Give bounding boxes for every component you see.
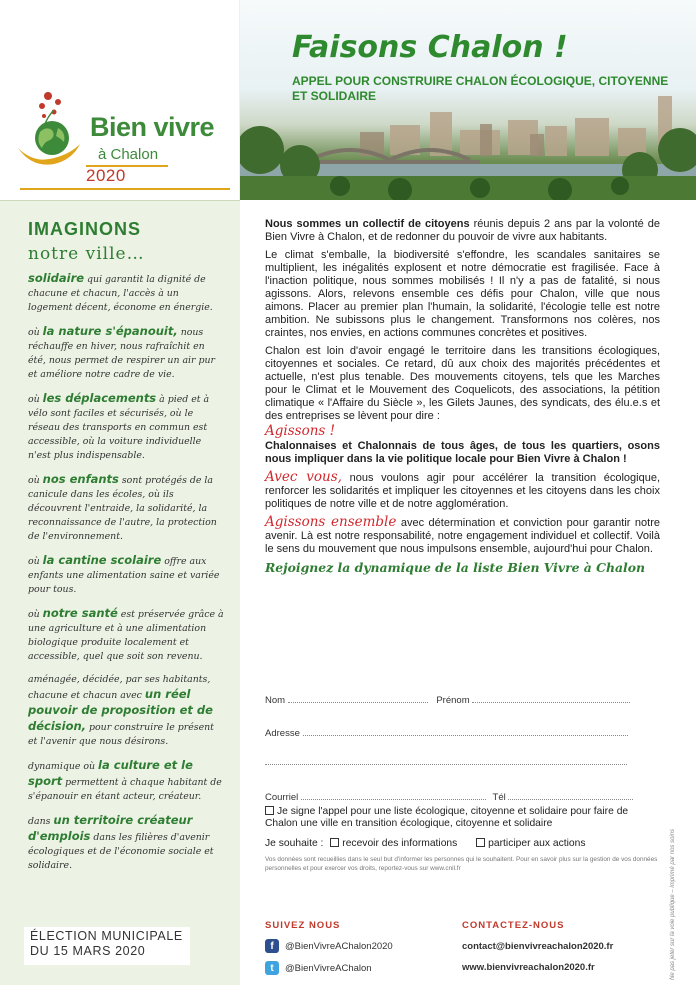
list-item: dans un territoire créateur d'emplois dans les filières d'avenir écologiques et de l'économie sociale et solidaire. (28, 813, 214, 871)
facebook-icon: f (265, 939, 279, 953)
adresse-field-2[interactable] (265, 756, 627, 765)
prenom-label: Prénom (436, 695, 470, 706)
page-subtitle: APPEL POUR CONSTRUIRE CHALON ÉCOLOGIQUE, CITOYENNE ET SOLIDAIRE (292, 74, 669, 103)
website-link[interactable]: www.bienvivreachalon2020.fr (462, 962, 595, 973)
paragraph: Chalon est loin d'avoir engagé le territoire dans les transitions écologiques, citoyennes et sociales. Ce retard, dû aux choix des majorités précédentes et actuelle, n'est plus tenable. Des mouvements citoyens, tels que les Marches pour le Climat et le Mouvement des Coquelicots, des associations, la pétition climatique « l'Affaire du Siècle », les Gilets Jaunes, des syndicats, des élu.e.s et des entreprises se lèvent pour dire : (265, 345, 660, 422)
actions-checkbox[interactable] (476, 838, 485, 847)
prenom-field[interactable] (472, 694, 630, 703)
courriel-label: Courriel (265, 792, 299, 803)
city-photo (240, 0, 696, 200)
list-item: où la nature s'épanouit, nous réchauffe en hiver, nous rafraîchit en été, nous permet de respirer un air pur et améliore notre cadre de vie. (28, 324, 216, 380)
contact-heading: CONTACTEZ-NOUS (462, 920, 565, 931)
print-notice: Ne pas jeter sur la voie publique – imprimé par nos soins (670, 828, 676, 980)
follow-heading: SUIVEZ NOUS (265, 920, 341, 931)
vision-list (28, 271, 224, 882)
tel-field[interactable] (508, 791, 633, 800)
email-link[interactable]: contact@bienvivreachalon2020.fr (462, 941, 614, 952)
list-item: aménagée, décidée, par ses habitants, chacune et chacun avec un réel pouvoir de proposition et de décision, pour construire le présent et l'avenir que nous désirons. (28, 674, 214, 747)
twitter-icon: t (265, 961, 279, 975)
twitter-link[interactable]: t @BienVivreAChalon (265, 961, 393, 975)
contact-row (265, 791, 633, 803)
join-heading: Rejoignez la dynamique de la liste Bien Vivre à Chalon (265, 560, 646, 575)
header-divider (20, 188, 230, 190)
page-title: Faisons Chalon ! (292, 30, 568, 65)
facebook-link[interactable]: f @BienVivreAChalon2020 (265, 939, 393, 953)
address-row-2 (265, 756, 627, 768)
nom-label: Nom (265, 695, 286, 706)
list-item: solidaire qui garantit la dignité de chacune et chacun, l'accès à un logement décent, économe en énergie. (28, 271, 213, 313)
call-to-action: Agissons ! (265, 423, 336, 439)
info-checkbox[interactable] (330, 838, 339, 847)
list-item: où nos enfants sont protégés de la canicule dans les écoles, où ils découvrent l'entraide, la solidarité, la reconnaissance de l'autre, la protection de l'environnement. (28, 472, 217, 542)
sign-checkbox[interactable] (265, 806, 274, 815)
social-section (265, 920, 393, 975)
address-row (265, 727, 628, 739)
left-sidebar (0, 200, 240, 985)
main-text (265, 218, 660, 574)
info-label: recevoir des informations (342, 838, 458, 849)
list-item: où notre santé est préservée grâce à une agriculture et à une alimentation biologique produite localement et accessible, quel que soit son revenu. (28, 606, 224, 662)
legal-notice: Vos données sont recueillies dans le seul but d'informer les personnes qui le souhaitent. Pour en savoir plus sur la gestion de vos données personnelles et pour exercer vos droits, reportez-vous sur www.cnil.fr (265, 856, 658, 872)
paragraph: Agissons ensemble avec détermination et conviction pour garantir notre avenir. Là est notre responsabilité, notre engagement individuel et collectif. Voilà le sens du mouvement que nous impulsons ensemble, aujourd'hui pour Chalon. (265, 514, 660, 555)
paragraph-bold: Chalonnaises et Chalonnais de tous âges, de tous les quartiers, osons nous impliquer dans la vie politique locale pour Bien Vivre à Chalon ! (265, 440, 660, 465)
list-item: où les déplacements à pied et à vélo sont faciles et sécurisés, où le réseau des transports en commun est accessible, où la voiture individuelle n'est plus indispensable. (28, 391, 210, 461)
paragraph: Nous sommes un collectif de citoyens réunis depuis 2 ans par la volonté de Bien Vivre à Chalon, et de redonner du pouvoir de vivre aux habitants. (265, 218, 661, 243)
name-row (265, 694, 630, 706)
wish-row (265, 838, 585, 850)
sidebar-subheading: notre ville… (28, 244, 145, 264)
adresse-field[interactable] (303, 727, 628, 736)
logo-globe-icon (14, 90, 84, 170)
paragraph: Avec vous, nous voulons agir pour accélérer la transition écologique, renforcer les solidarités et impliquer les citoyennes et les citoyens dans les choix politiques de notre ville et de notre agglomération. (265, 469, 660, 510)
logo-text: Bien vivre (90, 112, 215, 142)
election-badge: ÉLECTION MUNICIPALE DU 15 MARS 2020 (24, 927, 190, 965)
paragraph: Le climat s'emballe, la biodiversité s'effondre, les scandales sanitaires se multiplient, les inégalités explosent et notre démocratie est fragilisée. Face à l'inaction politique, nous sommes mobilisés ! Il n'y a pas de fatalité, si nous agissons. Alors, relevons ensemble ces défis pour Chalon, ville que nous aimons. Placer au premier plan l'humain, la solidarité, l'écologie telle est notre ambition. Ne subissons plus le changement. Transformons nos colères, nos craintes, nos envies, en actions communes concrètes et positives. (265, 249, 660, 339)
logo-year: 2020 (86, 166, 126, 185)
wish-label: Je souhaite : (265, 838, 324, 849)
sign-row (265, 806, 650, 830)
nom-field[interactable] (288, 694, 428, 703)
logo-text-city: à Chalon (98, 146, 159, 163)
sidebar-heading: IMAGINONS (28, 219, 142, 239)
logo (0, 0, 240, 200)
list-item: dynamique où la culture et le sport permettent à chaque habitant de s'épanouir en étant acteur, créateur. (28, 758, 222, 802)
actions-label: participer aux actions (488, 838, 586, 849)
sign-label: Je signe l'appel pour une liste écologique, citoyenne et solidaire pour faire de Chalon une ville en transition écologique, citoyenne et solidaire (265, 806, 629, 829)
courriel-field[interactable] (301, 791, 486, 800)
tel-label: Tél (492, 792, 506, 803)
adresse-label: Adresse (265, 728, 300, 739)
header (0, 0, 696, 200)
contact-section (462, 920, 613, 973)
list-item: où la cantine scolaire offre aux enfants une alimentation saine et variée pour tous. (28, 553, 220, 595)
